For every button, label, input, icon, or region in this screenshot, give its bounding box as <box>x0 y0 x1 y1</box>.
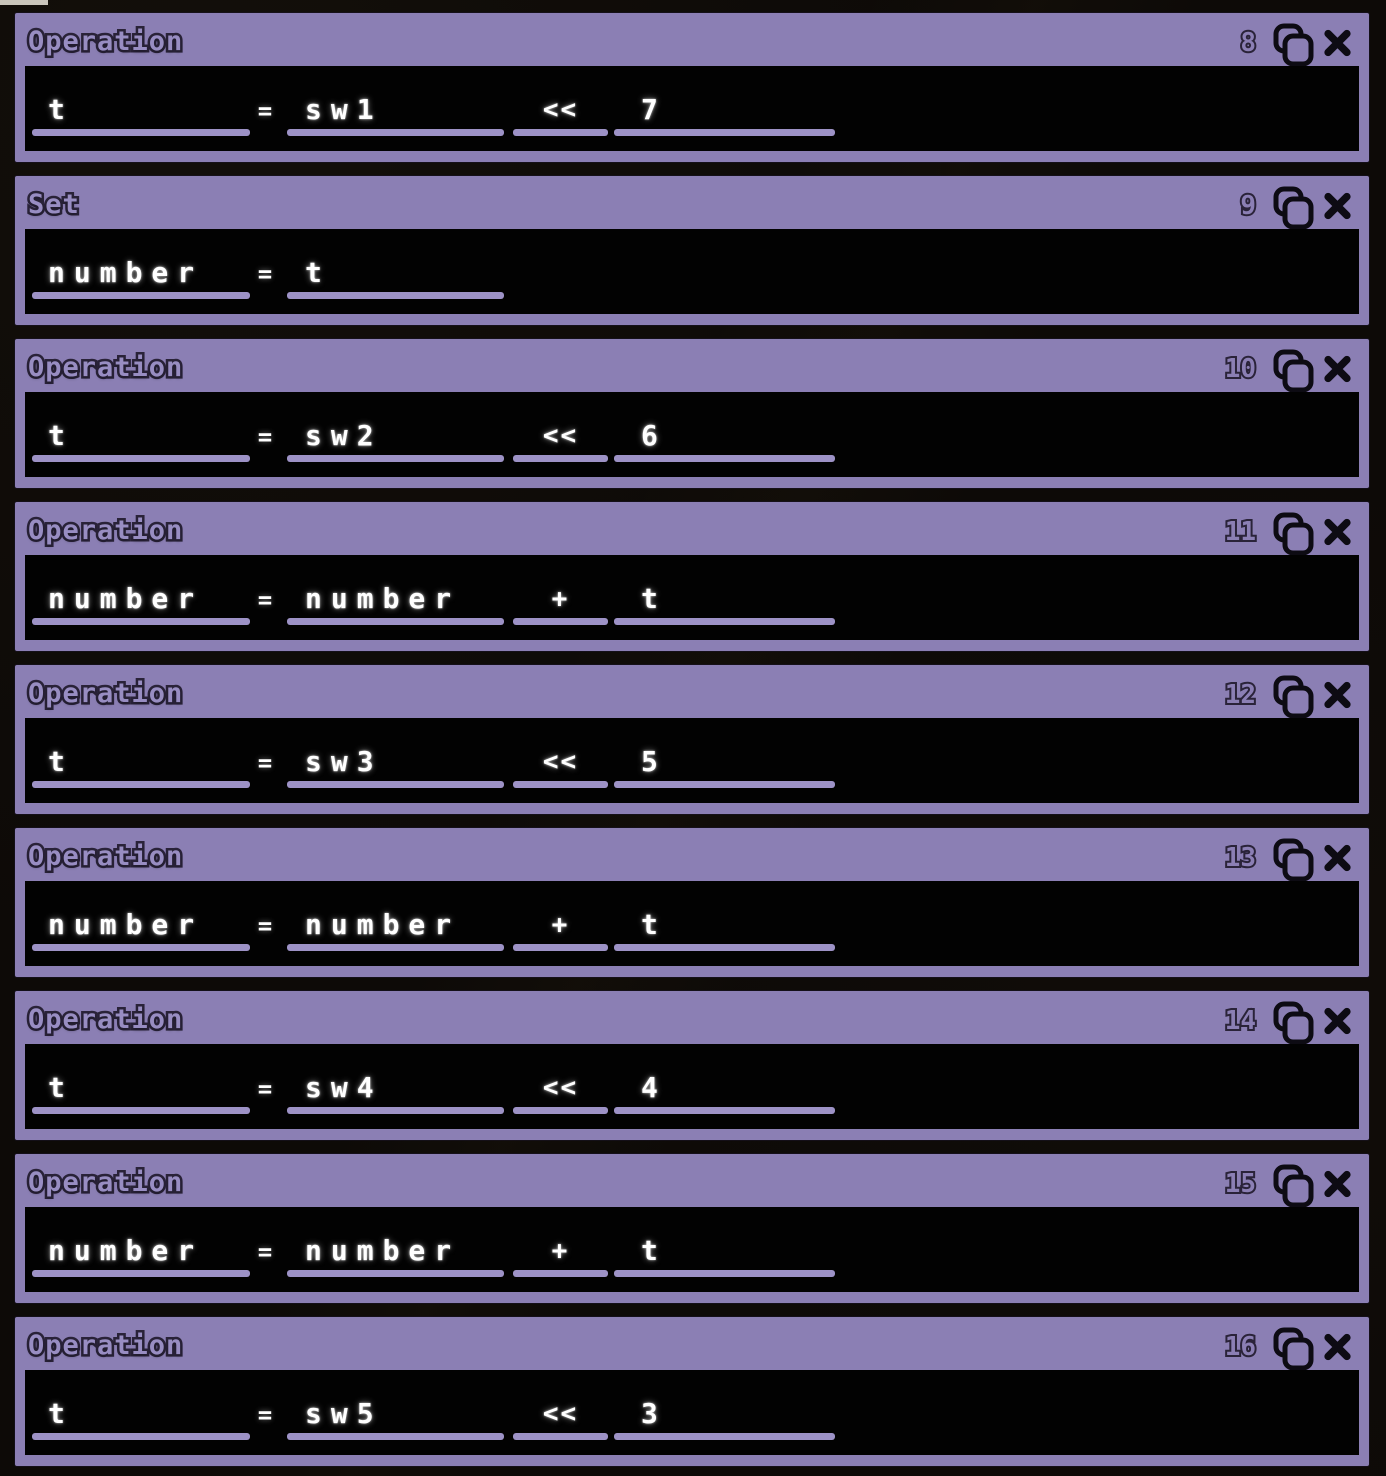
copy-icon[interactable] <box>1270 836 1316 884</box>
copy-icon[interactable] <box>1270 21 1316 69</box>
field-target[interactable] <box>32 1370 250 1455</box>
field-value[interactable] <box>287 229 504 314</box>
field-underline <box>287 1270 504 1277</box>
block-header <box>15 1317 1369 1370</box>
block-header <box>15 13 1369 66</box>
close-icon[interactable] <box>1322 679 1353 710</box>
block-title: Operation <box>28 352 184 383</box>
field-value-text: 7 <box>641 93 667 126</box>
block-title: Operation <box>28 515 184 546</box>
field-underline <box>614 618 835 625</box>
field-value-text: << <box>542 1399 579 1429</box>
copy-icon[interactable] <box>1270 1325 1316 1373</box>
field-underline <box>614 781 835 788</box>
field-underline <box>287 781 504 788</box>
field-underline <box>614 944 835 951</box>
field-operator[interactable] <box>513 1044 608 1129</box>
field-underline <box>287 1433 504 1440</box>
field-underline <box>513 1270 608 1277</box>
block-title: Operation <box>28 26 184 57</box>
field-value-text: << <box>542 1073 579 1103</box>
field-operand-2[interactable] <box>614 555 835 640</box>
block-header <box>15 502 1369 555</box>
close-icon[interactable] <box>1322 1331 1353 1362</box>
field-operand-2[interactable] <box>614 1370 835 1455</box>
field-value-text: + <box>551 910 570 940</box>
field-underline <box>287 944 504 951</box>
copy-icon[interactable] <box>1270 673 1316 721</box>
block-card <box>15 502 1369 651</box>
copy-icon[interactable] <box>1270 347 1316 395</box>
block-card <box>15 176 1369 325</box>
field-value-text: 4 <box>641 1071 667 1104</box>
close-icon[interactable] <box>1322 1168 1353 1199</box>
equals-label: = <box>257 586 273 614</box>
block-card <box>15 991 1369 1140</box>
field-value-text: sw2 <box>305 419 383 452</box>
field-value-text: 6 <box>641 419 667 452</box>
field-operand-2[interactable] <box>614 881 835 966</box>
field-target[interactable] <box>32 392 250 477</box>
block-number: 15 <box>1224 1168 1256 1199</box>
block-fields <box>25 555 1359 640</box>
background-artifact <box>0 0 48 5</box>
block-number: 14 <box>1224 1005 1256 1036</box>
block-title: Operation <box>28 1004 184 1035</box>
block-card <box>15 339 1369 488</box>
copy-icon[interactable] <box>1270 184 1316 232</box>
block-number: 11 <box>1224 516 1256 547</box>
field-value-text: 5 <box>641 745 667 778</box>
field-underline <box>32 455 250 462</box>
field-value-text: t <box>305 256 331 289</box>
field-value-text: sw4 <box>305 1071 383 1104</box>
field-underline <box>513 781 608 788</box>
field-operand-2[interactable] <box>614 1044 835 1129</box>
block-number: 10 <box>1224 353 1256 384</box>
block-title: Operation <box>28 1330 184 1361</box>
block-number: 12 <box>1224 679 1256 710</box>
field-operand-1[interactable] <box>287 718 504 803</box>
field-value-text: number <box>48 582 204 615</box>
block-card <box>15 665 1369 814</box>
field-operand-2[interactable] <box>614 1207 835 1292</box>
field-value-text: t <box>641 582 667 615</box>
block-number: 9 <box>1240 190 1256 221</box>
field-target[interactable] <box>32 881 250 966</box>
block-list <box>15 13 1369 1466</box>
block-fields <box>25 392 1359 477</box>
block-fields <box>25 66 1359 151</box>
field-value-text: sw3 <box>305 745 383 778</box>
block-fields <box>25 1044 1359 1129</box>
block-header <box>15 991 1369 1044</box>
field-operator[interactable] <box>513 66 608 151</box>
block-header <box>15 176 1369 229</box>
field-value-text: t <box>48 419 74 452</box>
block-title: Operation <box>28 841 184 872</box>
field-underline <box>614 129 835 136</box>
block-fields <box>25 718 1359 803</box>
field-value-text: t <box>48 745 74 778</box>
field-operand-1[interactable] <box>287 1370 504 1455</box>
close-icon[interactable] <box>1322 516 1353 547</box>
field-value-text: number <box>305 908 461 941</box>
field-target[interactable] <box>32 555 250 640</box>
field-underline <box>614 1433 835 1440</box>
block-card <box>15 13 1369 162</box>
field-operator[interactable] <box>513 392 608 477</box>
block-card <box>15 1317 1369 1466</box>
block-title: Set <box>28 189 80 220</box>
field-underline <box>513 944 608 951</box>
block-card <box>15 828 1369 977</box>
block-fields <box>25 881 1359 966</box>
field-underline <box>287 618 504 625</box>
field-operator[interactable] <box>513 718 608 803</box>
field-underline <box>32 618 250 625</box>
field-underline <box>32 944 250 951</box>
close-icon[interactable] <box>1322 27 1353 58</box>
field-underline <box>32 781 250 788</box>
equals-label: = <box>257 260 273 288</box>
field-underline <box>513 455 608 462</box>
field-value-text: << <box>542 421 579 451</box>
field-value-text: t <box>641 1234 667 1267</box>
copy-icon[interactable] <box>1270 1162 1316 1210</box>
equals-label: = <box>257 423 273 451</box>
field-underline <box>513 1107 608 1114</box>
block-number: 16 <box>1224 1331 1256 1362</box>
copy-icon[interactable] <box>1270 999 1316 1047</box>
block-header <box>15 828 1369 881</box>
block-header <box>15 339 1369 392</box>
field-value-text: + <box>551 1236 570 1266</box>
field-underline <box>287 129 504 136</box>
close-icon[interactable] <box>1322 1005 1353 1036</box>
field-value-text: sw5 <box>305 1397 383 1430</box>
field-value-text: number <box>48 256 204 289</box>
field-operand-1[interactable] <box>287 1044 504 1129</box>
field-underline <box>32 1433 250 1440</box>
field-target[interactable] <box>32 66 250 151</box>
field-operand-2[interactable] <box>614 392 835 477</box>
field-underline <box>287 292 504 299</box>
close-icon[interactable] <box>1322 190 1353 221</box>
block-fields <box>25 229 1359 314</box>
field-underline <box>32 1270 250 1277</box>
field-underline <box>287 455 504 462</box>
field-underline <box>513 618 608 625</box>
equals-label: = <box>257 912 273 940</box>
block-fields <box>25 1370 1359 1455</box>
field-value-text: + <box>551 584 570 614</box>
field-operator[interactable] <box>513 1370 608 1455</box>
field-operand-1[interactable] <box>287 392 504 477</box>
field-value-text: << <box>542 95 579 125</box>
field-value-text: << <box>542 747 579 777</box>
equals-label: = <box>257 97 273 125</box>
field-operand-1[interactable] <box>287 881 504 966</box>
field-operand-2[interactable] <box>614 718 835 803</box>
field-underline <box>32 1107 250 1114</box>
field-value-text: number <box>305 1234 461 1267</box>
close-icon[interactable] <box>1322 842 1353 873</box>
field-value-text: number <box>48 908 204 941</box>
field-target[interactable] <box>32 229 250 314</box>
field-value-text: t <box>48 1397 74 1430</box>
field-operator[interactable] <box>513 1207 608 1292</box>
block-header <box>15 665 1369 718</box>
equals-label: = <box>257 1075 273 1103</box>
field-value-text: number <box>305 582 461 615</box>
field-underline <box>614 1107 835 1114</box>
field-target[interactable] <box>32 1044 250 1129</box>
field-operator[interactable] <box>513 555 608 640</box>
close-icon[interactable] <box>1322 353 1353 384</box>
field-underline <box>614 455 835 462</box>
field-value-text: sw1 <box>305 93 383 126</box>
field-value-text: t <box>48 93 74 126</box>
field-value-text: t <box>641 908 667 941</box>
field-operand-1[interactable] <box>287 66 504 151</box>
equals-label: = <box>257 1401 273 1429</box>
equals-label: = <box>257 1238 273 1266</box>
block-fields <box>25 1207 1359 1292</box>
block-number: 8 <box>1240 27 1256 58</box>
block-title: Operation <box>28 1167 184 1198</box>
block-card <box>15 1154 1369 1303</box>
field-operand-1[interactable] <box>287 1207 504 1292</box>
block-header <box>15 1154 1369 1207</box>
field-underline <box>287 1107 504 1114</box>
field-value-text: 3 <box>641 1397 667 1430</box>
field-operand-1[interactable] <box>287 555 504 640</box>
equals-label: = <box>257 749 273 777</box>
field-underline <box>513 1433 608 1440</box>
field-underline <box>32 292 250 299</box>
field-operator[interactable] <box>513 881 608 966</box>
field-underline <box>513 129 608 136</box>
field-underline <box>32 129 250 136</box>
field-operand-2[interactable] <box>614 66 835 151</box>
field-value-text: t <box>48 1071 74 1104</box>
field-target[interactable] <box>32 718 250 803</box>
block-number: 13 <box>1224 842 1256 873</box>
field-underline <box>614 1270 835 1277</box>
field-target[interactable] <box>32 1207 250 1292</box>
field-value-text: number <box>48 1234 204 1267</box>
block-title: Operation <box>28 678 184 709</box>
copy-icon[interactable] <box>1270 510 1316 558</box>
